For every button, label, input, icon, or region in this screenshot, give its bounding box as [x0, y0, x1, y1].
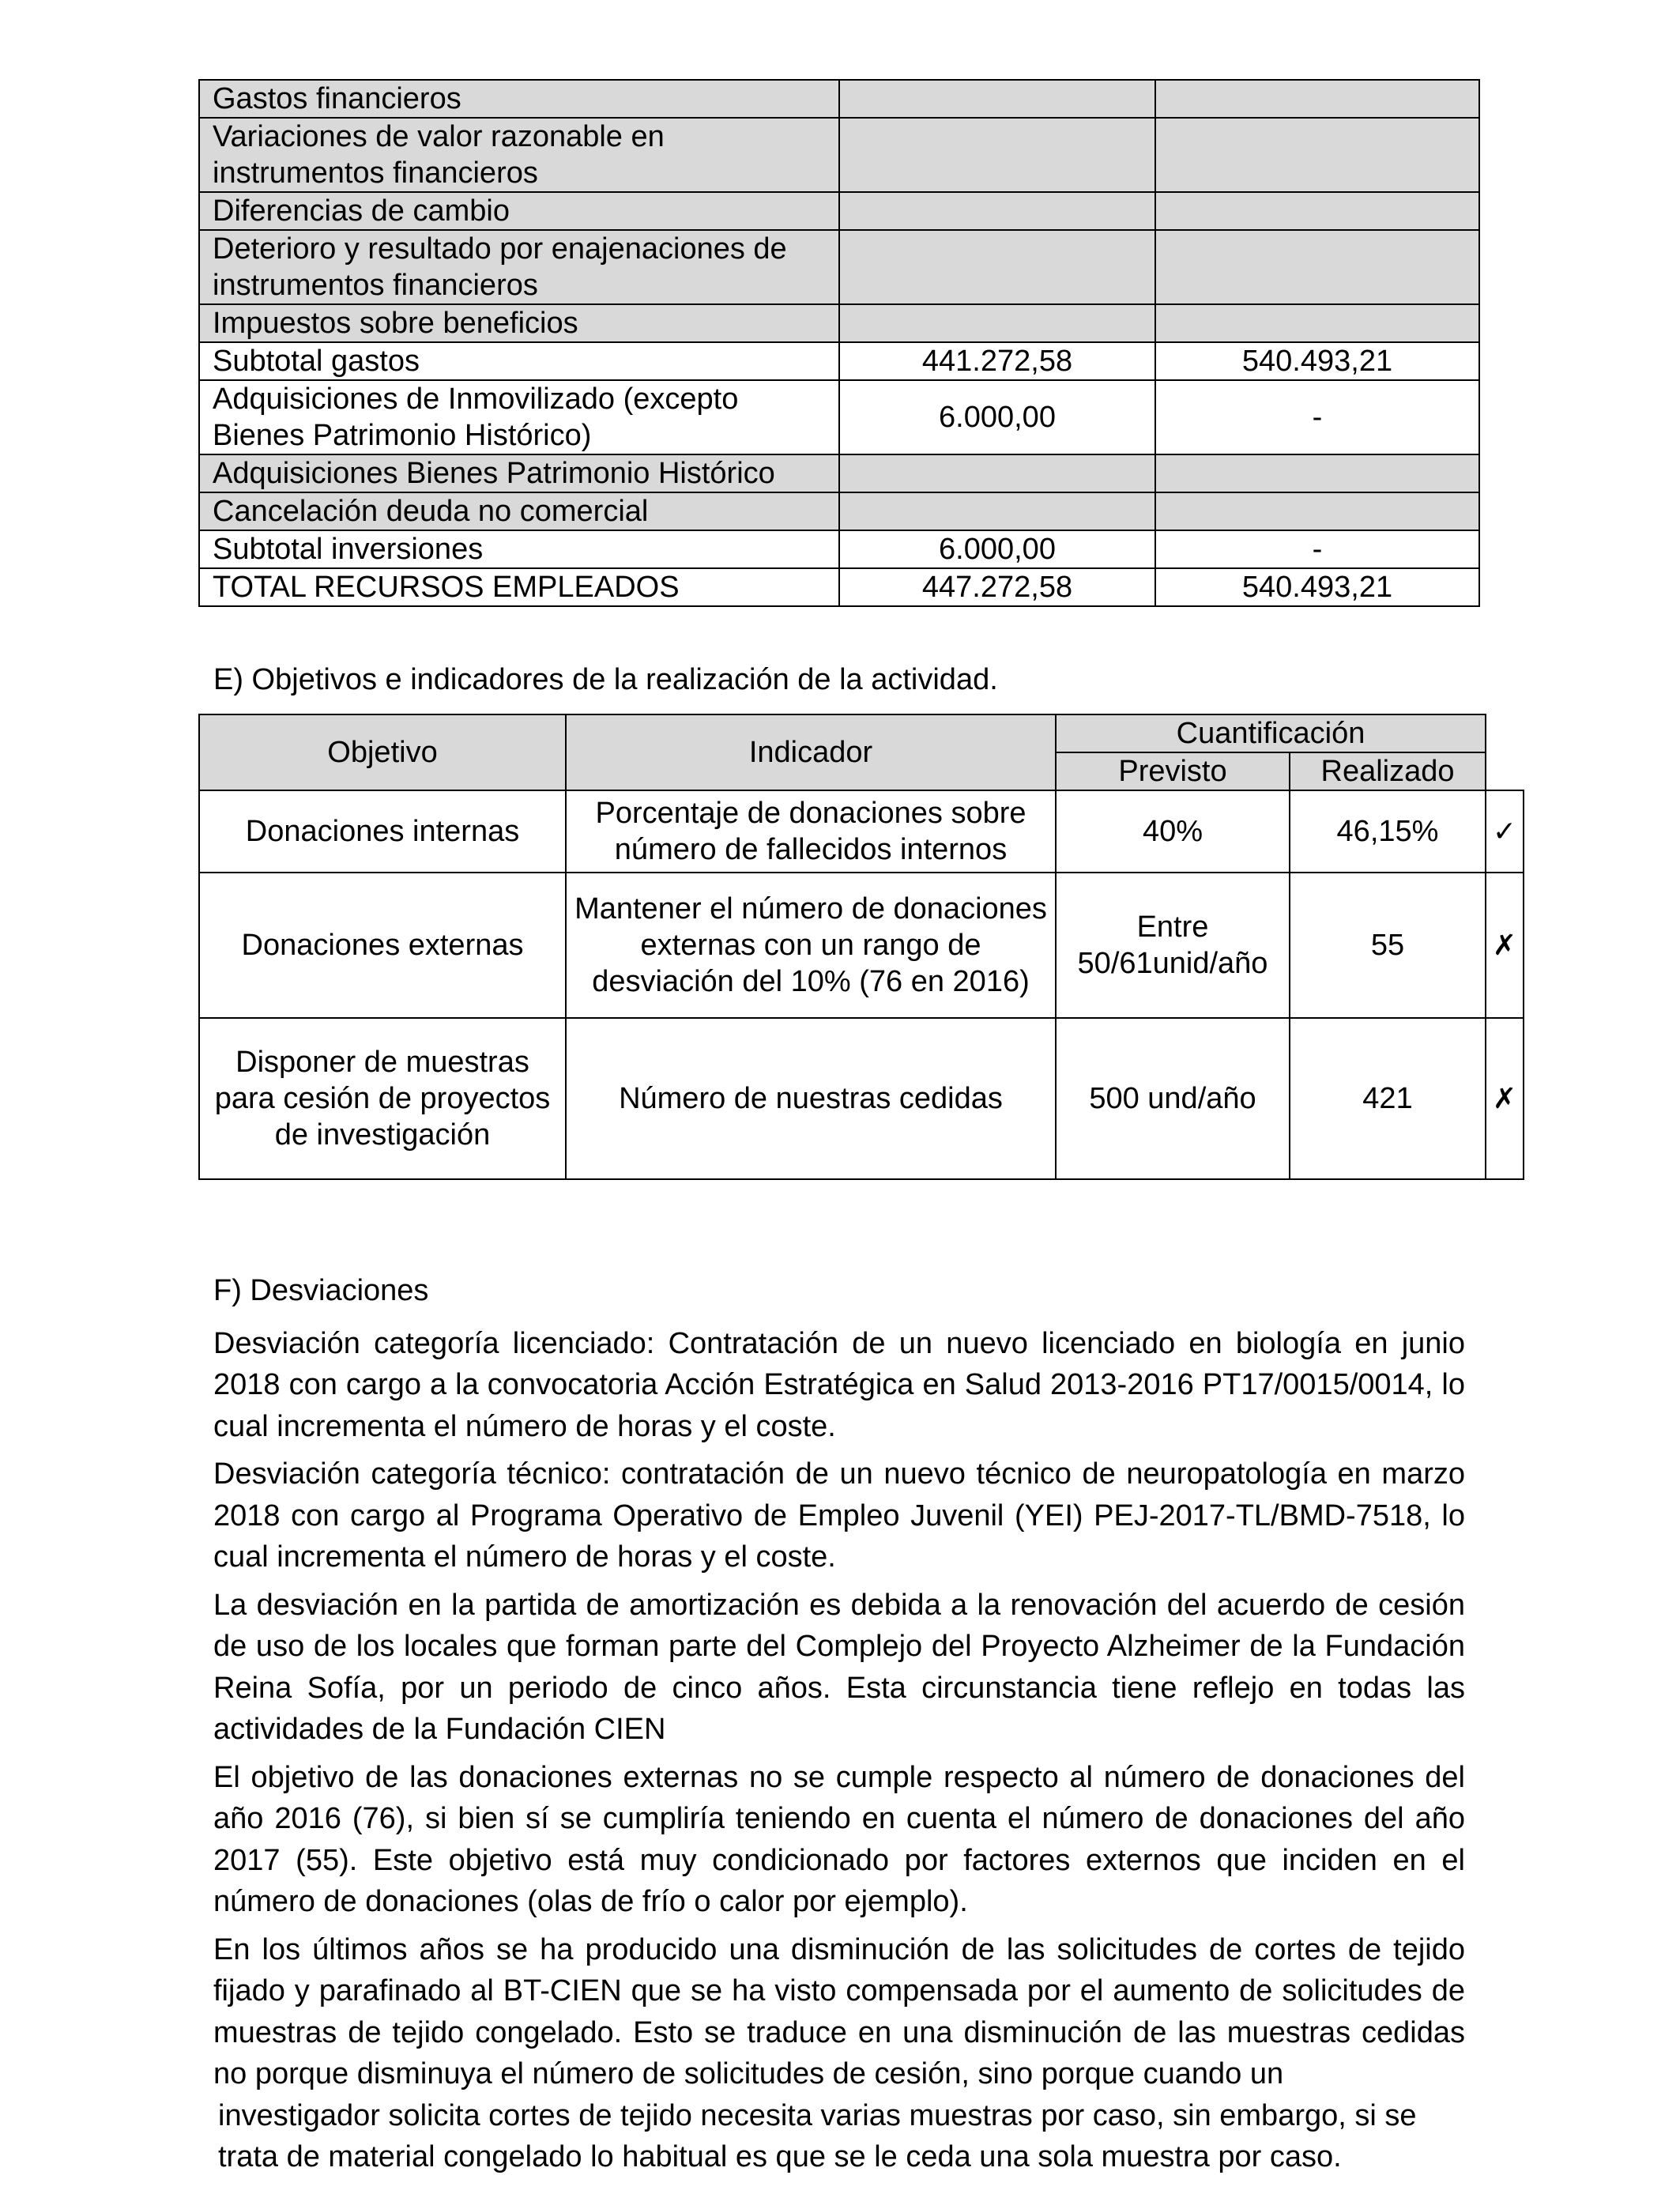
indicador-cell: Mantener el número de donaciones externas con un rango de desviación del 10% (76 en 2016) — [566, 873, 1056, 1018]
objective-row — [199, 1018, 1524, 1179]
check-icon: ✓ — [1486, 790, 1524, 873]
value-previsto — [839, 192, 1155, 230]
value-realizado: - — [1155, 380, 1479, 454]
resources-row — [199, 118, 1479, 192]
deviation-paragraph: La desviación en la partida de amortización es debida a la renovación del acuerdo de cesión de uso de los locales que forman parte del Complejo del Proyecto Alzheimer de la Fundación Reina Sofía, por un periodo de cinco años. Esta circunstancia tiene reflejo en todas las actividades de la Fundación CIEN — [213, 1588, 1465, 1746]
deviation-paragraph: Desviación categoría licenciado: Contratación de un nuevo licenciado en biología en junio 2018 con cargo a la convocatoria Acción Estratégica en Salud 2013-2016 PT17/0015/0014, lo cual incrementa el número de horas y el coste. — [213, 1326, 1465, 1443]
row-label: Cancelación deuda no comercial — [199, 492, 839, 530]
resources-row — [199, 530, 1479, 568]
previsto-cell: 500 und/año — [1056, 1018, 1290, 1179]
realizado-cell: 46,15% — [1290, 790, 1486, 873]
value-realizado — [1155, 118, 1479, 192]
header-realizado: Realizado — [1290, 752, 1486, 790]
row-label: Impuestos sobre beneficios — [199, 304, 839, 342]
value-previsto: 6.000,00 — [839, 380, 1155, 454]
row-label: Adquisiciones de Inmovilizado (excepto Bienes Patrimonio Histórico) — [199, 380, 839, 454]
row-label: Adquisiciones Bienes Patrimonio Histórico — [199, 454, 839, 492]
objective-row — [199, 790, 1524, 873]
value-realizado — [1155, 80, 1479, 118]
indicador-cell: Número de nuestras cedidas — [566, 1018, 1056, 1179]
objetivo-cell: Donaciones internas — [199, 790, 566, 873]
value-previsto — [839, 230, 1155, 304]
header-cuantificacion: Cuantificación — [1056, 714, 1486, 752]
objetivo-cell: Disponer de muestras para cesión de proyectos de investigación — [199, 1018, 566, 1179]
row-label: Subtotal inversiones — [199, 530, 839, 568]
value-realizado — [1155, 230, 1479, 304]
last-paragraph-line: investigador solicita cortes de tejido necesita varias muestras por caso, sin embargo, si se — [218, 2098, 1417, 2132]
cross-icon: ✗ — [1486, 1018, 1524, 1179]
resources-row — [199, 380, 1479, 454]
cross-icon: ✗ — [1486, 873, 1524, 1018]
objectives-table — [198, 714, 1524, 1180]
header-previsto: Previsto — [1056, 752, 1290, 790]
row-label: Gastos financieros — [199, 80, 839, 118]
value-realizado: 540.493,21 — [1155, 342, 1479, 380]
previsto-cell: Entre 50/61unid/año — [1056, 873, 1290, 1018]
section-f-heading: F) Desviaciones — [213, 1274, 429, 1307]
resources-row — [199, 342, 1479, 380]
row-label: Deterioro y resultado por enajenaciones de instrumentos financieros — [199, 230, 839, 304]
value-realizado: 540.493,21 — [1155, 568, 1479, 606]
resources-row — [199, 492, 1479, 530]
resources-row — [199, 454, 1479, 492]
deviation-paragraph: El objetivo de las donaciones externas no se cumple respecto al número de donaciones del año 2016 (76), si bien sí se cumpliría teniendo en cuenta el número de donaciones del año 2017 (55). Este objetivo está muy condicionado por factores externos que inciden en el número de donaciones (olas de frío o calor por ejemplo). — [213, 1760, 1465, 1918]
value-realizado: - — [1155, 530, 1479, 568]
value-previsto: 447.272,58 — [839, 568, 1155, 606]
realizado-cell: 55 — [1290, 873, 1486, 1018]
row-label: Diferencias de cambio — [199, 192, 839, 230]
value-realizado — [1155, 304, 1479, 342]
indicador-cell: Porcentaje de donaciones sobre número de fallecidos internos — [566, 790, 1056, 873]
value-previsto — [839, 454, 1155, 492]
row-label: Variaciones de valor razonable en instrumentos financieros — [199, 118, 839, 192]
value-previsto — [839, 80, 1155, 118]
value-previsto: 6.000,00 — [839, 530, 1155, 568]
objetivo-cell: Donaciones externas — [199, 873, 566, 1018]
value-previsto: 441.272,58 — [839, 342, 1155, 380]
previsto-cell: 40% — [1056, 790, 1290, 873]
value-realizado — [1155, 192, 1479, 230]
resources-table — [198, 79, 1480, 607]
resources-row — [199, 230, 1479, 304]
objective-row — [199, 873, 1524, 1018]
resources-row — [199, 192, 1479, 230]
deviations-section — [213, 1270, 1465, 2185]
value-previsto — [839, 492, 1155, 530]
value-previsto — [839, 118, 1155, 192]
header-spacer — [1486, 752, 1524, 790]
realizado-cell: 421 — [1290, 1018, 1486, 1179]
resources-row — [199, 80, 1479, 118]
resources-row — [199, 568, 1479, 606]
row-label: TOTAL RECURSOS EMPLEADOS — [199, 568, 839, 606]
last-paragraph-main: En los últimos años se ha producido una disminución de las solicitudes de cortes de tejido fijado y parafinado al BT-CIEN que se ha visto compensada por el aumento de solicitudes de muestras de tejido congelado. Esto se traduce en una disminución de las muestras cedidas no porque disminuya el número de solicitudes de cesión, sino porque cuando un — [213, 1932, 1465, 2090]
header-objetivo: Objetivo — [199, 714, 566, 790]
section-e-heading: E) Objetivos e indicadores de la realización de la actividad. — [213, 663, 998, 696]
row-label: Subtotal gastos — [199, 342, 839, 380]
last-paragraph-line: trata de material congelado lo habitual es que se le ceda una sola muestra por caso. — [218, 2140, 1342, 2173]
deviation-paragraph: Desviación categoría técnico: contratación de un nuevo técnico de neuropatología en marzo 2018 con cargo al Programa Operativo de Empleo Juvenil (YEI) PEJ-2017-TL/BMD-7518, lo cual incrementa el número de horas y el coste. — [213, 1457, 1465, 1574]
header-spacer — [1486, 714, 1524, 752]
value-previsto — [839, 304, 1155, 342]
value-realizado — [1155, 454, 1479, 492]
deviation-paragraph-last — [213, 1929, 1465, 2178]
value-realizado — [1155, 492, 1479, 530]
header-indicador: Indicador — [566, 714, 1056, 790]
resources-row — [199, 304, 1479, 342]
